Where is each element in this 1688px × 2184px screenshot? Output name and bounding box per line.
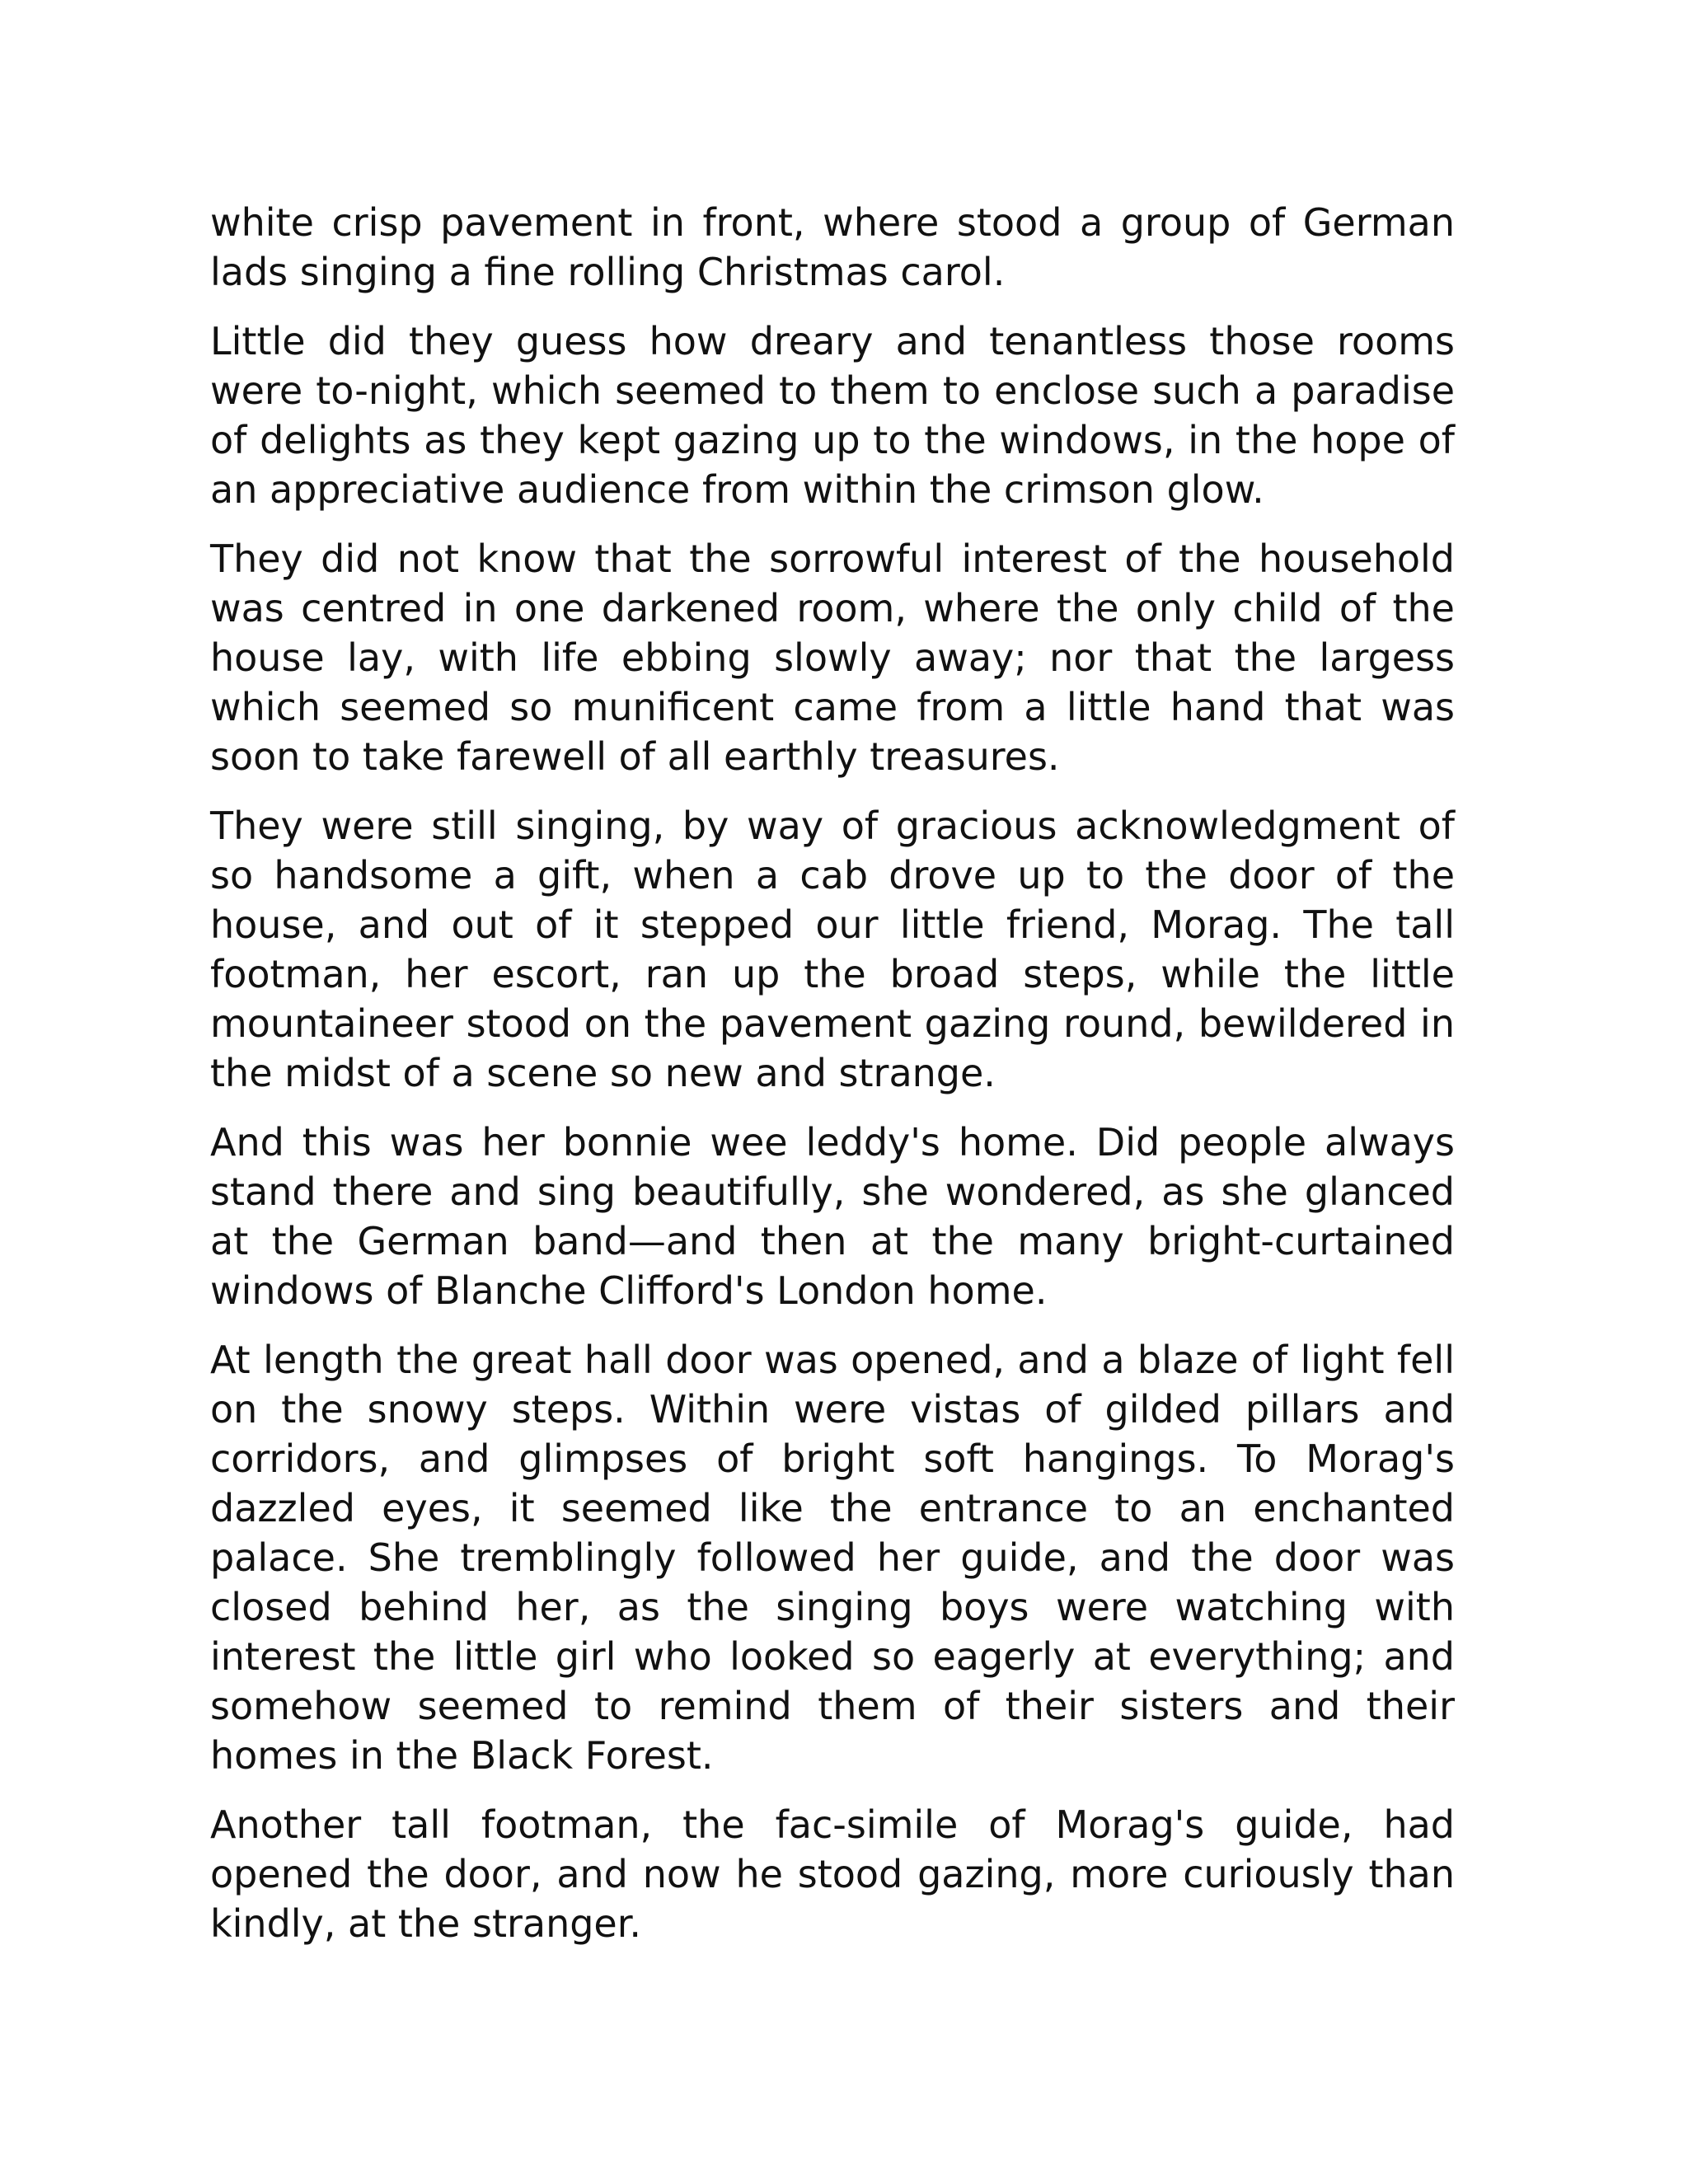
paragraph-5: And this was her bonnie wee leddy's home. Did people always stand there and sing beautifully, she wondered, as she glanced at the German band—and then at the many bright-curtained windows of Blanche Clifford's London home. xyxy=(210,1120,1455,1313)
paragraph-6: At length the great hall door was opened, and a blaze of light fell on the snowy steps. Within were vistas of gilded pillars and corridors, and glimpses of bright soft hangings. To Morag's dazzled eyes, it seemed like the entrance to an enchanted palace. She tremblingly followed her guide, and the door was closed behind her, as the singing boys were watching with interest the little girl who looked so eagerly at everything; and somehow seemed to remind them of their sisters and their homes in the Black Forest. xyxy=(210,1338,1455,1778)
paragraph-4: They were still singing, by way of gracious acknowledgment of so handsome a gift, when a cab drove up to the door of the house, and out of it stepped our little friend, Morag. The tall footman, her escort, ran up the broad steps, while the little mountaineer stood on the pavement gazing round, bewildered in the midst of a scene so new and strange. xyxy=(210,804,1455,1095)
paragraph-2: Little did they guess how dreary and tenantless those rooms were to-night, which seemed to them to enclose such a paradise of delights as they kept gazing up to the windows, in the hope of an appreciative audience from within the crimson glow. xyxy=(210,319,1455,512)
body-text xyxy=(210,198,1455,1968)
paragraph-7: Another tall footman, the fac-simile of Morag's guide, had opened the door, and now he stood gazing, more curiously than kindly, at the stranger. xyxy=(210,1802,1455,1946)
paragraph-3: They did not know that the sorrowful interest of the household was centred in one darkened room, where the only child of the house lay, with life ebbing slowly away; nor that the largess which seemed so munificent came from a little hand that was soon to take farewell of all earthly treasures. xyxy=(210,537,1455,779)
paragraph-1: white crisp pavement in front, where stood a group of German lads singing a fine rolling Christmas carol. xyxy=(210,200,1455,294)
